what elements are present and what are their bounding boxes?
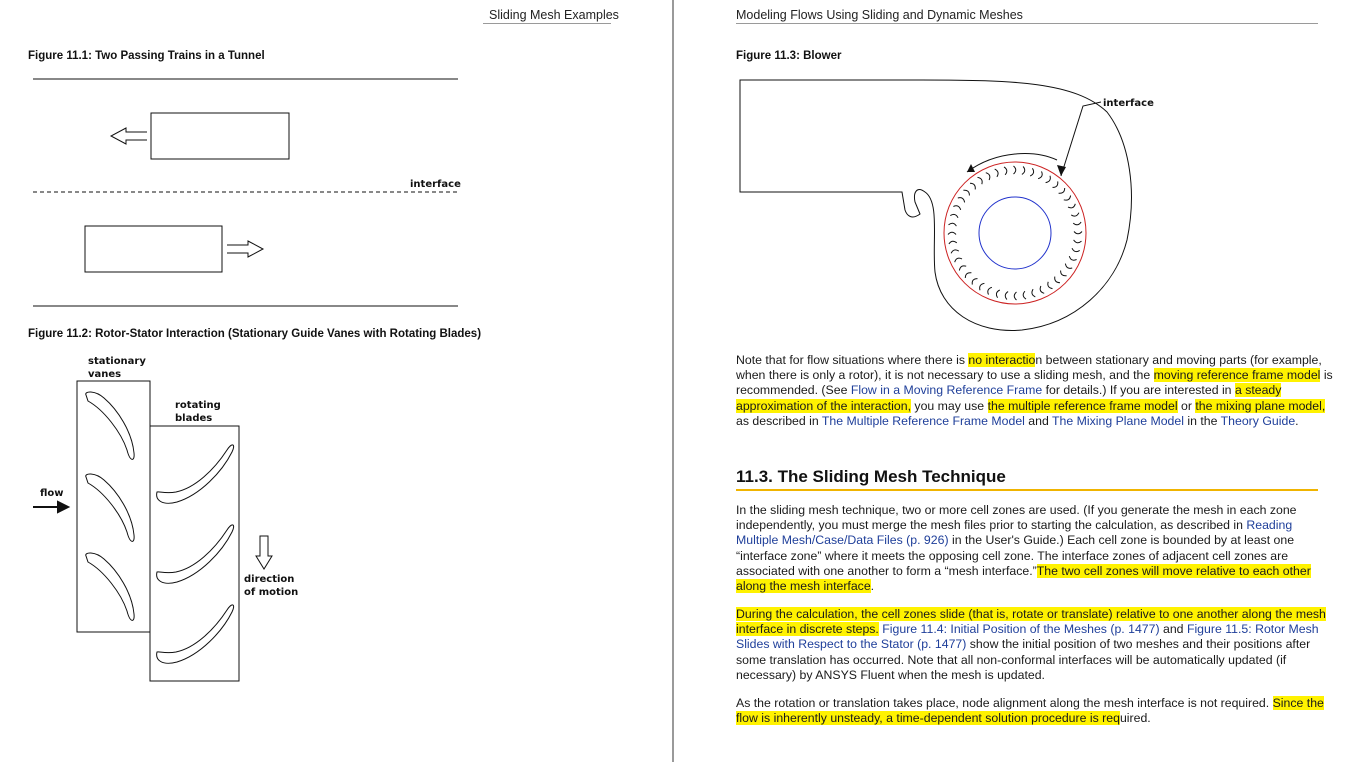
impeller-blade xyxy=(1061,271,1067,276)
paragraph-mrf-note: Note that for flow situations where there is no interaction between stationary and moving parts (for example, when there is only a rotor), it is not necessary to use a sliding mesh, and the moving reference frame model is recommended. (See Flow in a Moving Reference Frame for details.) If you are interested in a steady approximation of the interaction, you may use the multiple reference frame model or the mixing plane model, as described in The Multiple Reference Frame Model and The Mixing Plane Model in the Theory Guide. xyxy=(736,353,1333,428)
arrow-left-icon xyxy=(111,128,147,144)
link-figure-11-4[interactable]: Figure 11.4: Initial Position of the Meshes (p. 1477) xyxy=(882,622,1160,637)
stationary-vane xyxy=(86,553,134,620)
highlight: the mixing plane model, xyxy=(1195,398,1326,413)
impeller-blade xyxy=(988,287,992,294)
impeller-blade xyxy=(1022,167,1025,175)
rotating-label-1: rotating xyxy=(175,400,221,411)
impeller-blade xyxy=(955,258,962,262)
stationary-vane xyxy=(86,392,134,459)
blower-housing xyxy=(740,80,1131,330)
figure-11-3-caption: Figure 11.3: Blower xyxy=(736,50,842,62)
section-title: 11.3. The Sliding Mesh Technique xyxy=(736,467,1318,491)
highlight: no interactio xyxy=(968,353,1036,367)
highlight: During the calculation, the cell zones slide (that is, rotate or translate) relative to one another along the mesh interface in discrete steps. xyxy=(736,607,1326,637)
flow-arrow-icon xyxy=(33,502,68,512)
train-upper xyxy=(151,113,289,159)
rotating-blade xyxy=(157,525,234,583)
highlight: The two cell zones will move relative to each other along the mesh interface xyxy=(736,563,1311,594)
figure-11-1-caption: Figure 11.1: Two Passing Trains in a Tunnel xyxy=(28,50,265,62)
impeller-blade xyxy=(1069,256,1076,260)
impeller-blade xyxy=(965,273,971,278)
highlight: the multiple reference frame model xyxy=(987,398,1178,413)
interface-leader-line xyxy=(1061,102,1101,176)
rotation-arrow xyxy=(967,154,1057,172)
paragraph-node-alignment: As the rotation or translation takes place, node alignment along the mesh interface is not required. Since the flow is inherently unsteady, a time-dependent solution procedure is required. xyxy=(736,696,1324,726)
stationary-label-1: stationary xyxy=(88,356,146,367)
impeller-blade xyxy=(963,190,969,195)
impeller-blade xyxy=(1014,166,1016,174)
link-theory-guide[interactable]: Theory Guide xyxy=(1220,413,1296,428)
impeller-blade xyxy=(1074,232,1082,234)
running-head-left: Sliding Mesh Examples xyxy=(489,8,619,22)
impeller-blade xyxy=(1053,181,1058,187)
highlight: Since the flow is inherently unsteady, a time-dependent solution procedure is req xyxy=(736,696,1324,726)
link-multiple-reference-frame-model[interactable]: The Multiple Reference Frame Model xyxy=(821,413,1025,428)
impeller-blade xyxy=(970,183,975,189)
impeller-blade xyxy=(1059,188,1065,193)
stationary-label-2: vanes xyxy=(88,369,122,380)
figure-11-2-diagram xyxy=(0,350,320,690)
impeller-blade xyxy=(1040,286,1044,293)
impeller-blade xyxy=(949,241,957,244)
header-rule-left xyxy=(483,23,611,24)
impeller-blade xyxy=(1071,213,1079,216)
impeller-blade xyxy=(953,206,960,210)
direction-label-1: direction xyxy=(244,574,295,585)
header-rule-right xyxy=(736,23,1318,24)
impeller-blade xyxy=(978,177,983,184)
rotating-blade xyxy=(157,445,234,503)
impeller-blade xyxy=(995,169,998,177)
highlight: a steady approximation of the interaction, xyxy=(736,383,1282,413)
paragraph-sliding-mesh-intro: In the sliding mesh technique, two or more cell zones are used. (If you generate the mesh in each zone independently, you must merge the mesh files prior to starting the calculation, as described in Reading Multiple Mesh/Case/Data Files (p. 926) in the User's Guide.) Each cell zone is bounded by at least one “interface zone” where it meets the opposing cell zone. The interface zones of adjacent cell zones are associated with one another to form a “mesh interface.”The two cell zones will move relative to each other along the mesh interface. xyxy=(736,503,1311,594)
direction-label-2: of motion xyxy=(244,587,299,598)
impeller-blade xyxy=(1072,248,1080,251)
rotating-label-2: blades xyxy=(175,413,213,424)
impeller-blade xyxy=(1065,264,1072,269)
figure-11-1-diagram xyxy=(0,70,470,315)
highlight: moving reference frame model xyxy=(1153,368,1321,383)
fig3-interface-label: interface xyxy=(1103,98,1154,109)
impeller-blade xyxy=(959,266,966,271)
fig1-interface-label: interface xyxy=(410,179,461,190)
impeller-blade xyxy=(1030,168,1033,176)
impeller-blade xyxy=(1014,292,1016,300)
link-flow-in-moving-reference-frame[interactable]: Flow in a Moving Reference Frame xyxy=(850,383,1043,398)
left-page xyxy=(0,0,672,762)
impeller-blade xyxy=(951,250,959,253)
right-page xyxy=(675,0,1349,762)
impeller-blade xyxy=(1068,204,1075,208)
paragraph-cell-zones-slide: During the calculation, the cell zones slide (that is, rotate or translate) relative to one another along the mesh interface in discrete steps. Figure 11.4: Initial Position of the Meshes (p. 1477) and Figure 11.5: Rotor Mesh Slides with Respect to the Stator (p. 1477) show the initial position of two meshes and their positions after some translation has occurred. Note that all non-conformal interfaces will be automatically updated (if necessary) by ANSYS Fluent when the mesh is updated. xyxy=(736,607,1326,682)
direction-arrow-icon xyxy=(256,536,272,569)
impeller-blade xyxy=(972,279,977,285)
rotating-blade xyxy=(157,605,234,663)
impeller-blade xyxy=(1073,222,1081,225)
link-mixing-plane-model[interactable]: The Mixing Plane Model xyxy=(1052,413,1184,428)
impeller-blade xyxy=(1046,176,1051,183)
figure-11-3-diagram xyxy=(735,72,1155,342)
train-lower xyxy=(85,226,222,272)
impeller-blade xyxy=(1032,289,1035,297)
stationary-vane xyxy=(86,474,134,541)
interface-leader-arrowhead-icon xyxy=(1057,165,1066,176)
impeller-blade xyxy=(1005,292,1008,300)
blower-rotor-circle xyxy=(979,197,1051,269)
impeller-blade xyxy=(986,173,990,180)
impeller-blade xyxy=(958,198,965,203)
impeller-blade xyxy=(1048,282,1053,289)
blower-interface-circle xyxy=(944,162,1086,304)
impeller-blade xyxy=(950,214,958,217)
impeller-blade xyxy=(1038,171,1042,178)
figure-11-2-caption: Figure 11.2: Rotor-Stator Interaction (Stationary Guide Vanes with Rotating Blades) xyxy=(28,328,482,340)
impeller-blade xyxy=(948,232,956,234)
running-head-right: Modeling Flows Using Sliding and Dynamic Meshes xyxy=(736,8,1023,22)
rotating-blades-zone xyxy=(150,426,239,681)
link-reading-multiple-mesh-files[interactable]: Reading Multiple Mesh/Case/Data Files (p. 926) xyxy=(736,518,1293,548)
flow-label: flow xyxy=(40,488,64,499)
impeller-blade xyxy=(1023,291,1026,299)
link-figure-11-5[interactable]: Figure 11.5: Rotor Mesh Slides with Respect to the Stator (p. 1477) xyxy=(736,622,1319,652)
impeller-blade xyxy=(1064,196,1071,201)
impeller-blade xyxy=(1004,167,1007,175)
impeller-blade xyxy=(996,290,999,298)
impeller-blade xyxy=(980,283,985,290)
page-divider xyxy=(672,0,674,762)
impeller-blade xyxy=(949,223,957,226)
arrow-right-icon xyxy=(227,241,263,257)
impeller-blade xyxy=(1055,277,1060,283)
impeller-blade xyxy=(1074,240,1082,243)
blower-blades xyxy=(948,166,1082,300)
